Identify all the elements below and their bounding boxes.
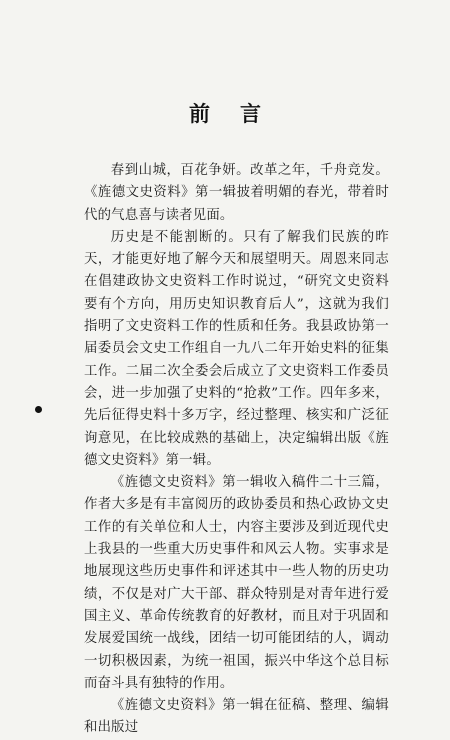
paragraph-1: 春到山城，百花争妍。改革之年，千舟竞发。《旌德文史资料》第一辑披着明媚的春光，带着时代的气息喜与读者见面。 [84,163,389,223]
paragraph-4: 《旌德文史资料》第一辑在征稿、整理、编辑和出版过 [84,698,389,736]
binding-hole-mark [35,406,42,413]
body-text [84,160,389,740]
page-title: 前言 [189,101,291,126]
paragraph-2: 历史是不能割断的。只有了解我们民族的昨天，才能更好地了解今天和展望明天。周恩来同志在倡建政协文史资料工作时说过，“研究文史资料要有个方向，用历史知识教育后人”，这就为我们指明了文史资料工作的性质和任务。我县政协第一届委员会文史工作组自一九八二年开始史料的征集工作。二届二次全委会后成立了文史资料工作委员会，进一步加强了史料的“抢救”工作。四年多来，先后征得史料十多万字，经过整理、核实和广泛征询意见，在比较成熟的基础上，决定编辑出版《旌德文史资料》第一辑。 [84,229,389,468]
paragraph-3: 《旌德文史资料》第一辑收入稿件二十三篇，作者大多是有丰富阅历的政协委员和热心政协文史工作的有关单位和人士，内容主要涉及到近现代史上我县的一些重大历史事件和风云人物。实事求是地展现这些历史事件和评述其中一些人物的历史功绩，不仅是对广大干部、群众特别是对青年进行爱国主义、革命传统教育的好教材，而且对于巩固和发展爱国统一战线，团结一切可能团结的人，调动一切积极因素，为统一祖国，振兴中华这个总目标而奋斗具有独特的作用。 [84,475,389,691]
